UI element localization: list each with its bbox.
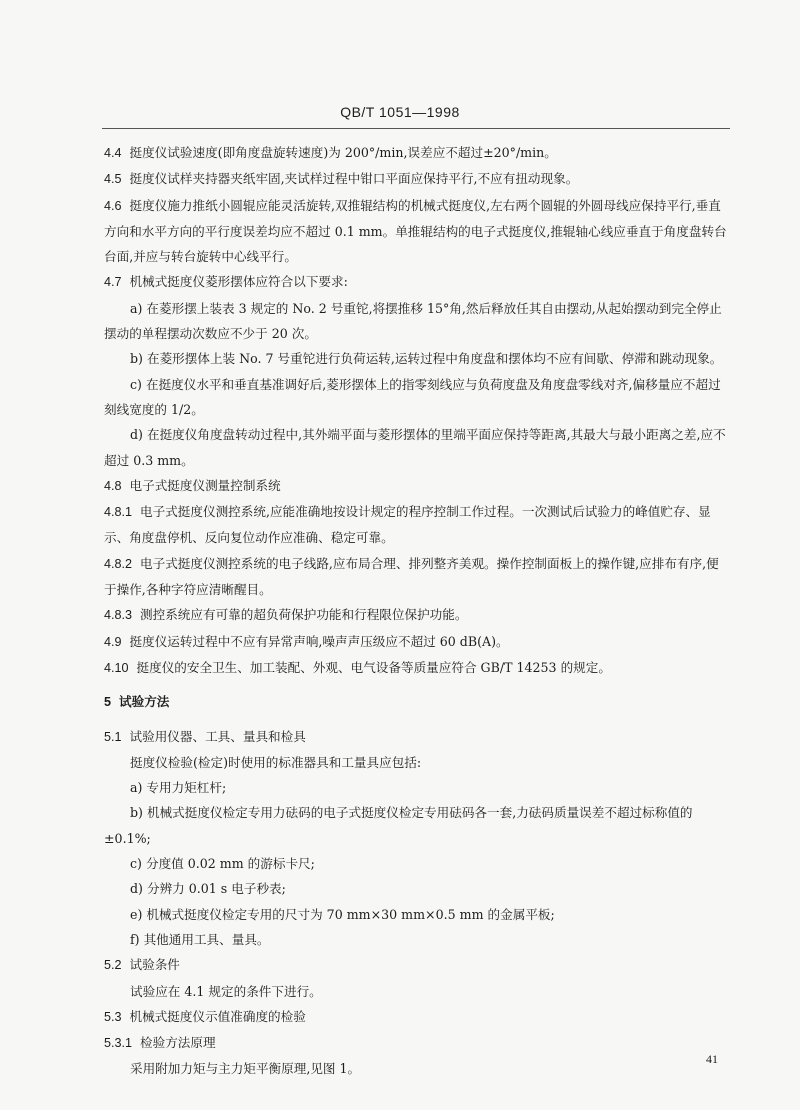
document-body	[104, 140, 730, 1082]
clause-text: 电子式挺度仪测量控制系统	[129, 477, 281, 493]
clause-4-7-b: b) 在菱形摆体上装 No. 7 号重铊进行负荷运转,运转过程中角度盘和摆体均不应有间歇、停滞和跳动现象。	[130, 351, 723, 367]
clause-text: 试验条件	[129, 957, 180, 973]
clause-5-1-a: a) 专用力矩杠杆;	[130, 780, 227, 796]
section-title: 试验方法	[119, 694, 170, 710]
clause-5-1-intro: 挺度仪检验(检定)时使用的标准器具和工量具应包括:	[130, 754, 422, 770]
clause-text: 检验方法原理	[140, 1035, 216, 1051]
clause-4-9	[104, 629, 730, 655]
clause-number: 4.7	[104, 275, 122, 290]
clause-4-7-c: c) 在挺度仪水平和垂直基准调好后,菱形摆体上的指零刻线应与负荷度盘及角度盘零线对齐,偏移量应不超过刻线宽度的 1/2。	[104, 376, 721, 417]
page-number: 41	[706, 1052, 718, 1066]
clause-4-4	[104, 140, 730, 166]
clause-text: 挺度仪的安全卫生、加工装配、外观、电气设备等质量应符合 GB/T 14253 的规定。	[136, 659, 611, 675]
clause-number: 4.6	[104, 198, 122, 213]
clause-4-8-2	[104, 551, 730, 603]
clause-4-8-3	[104, 602, 730, 628]
clause-number: 4.4	[104, 146, 122, 160]
clause-number: 5.3	[104, 1009, 122, 1024]
clause-5-3-1-text: 采用附加力矩与主力矩平衡原理,见图 1。	[130, 1061, 361, 1077]
clause-4-8-1	[104, 499, 730, 551]
clause-4-6	[104, 193, 730, 270]
clause-text: 试验用仪器、工具、量具和检具	[129, 728, 306, 744]
clause-number: 4.10	[104, 660, 129, 675]
clause-5-1-b: b) 机械式挺度仪检定专用力砝码的电子式挺度仪检定专用砝码各一套,力砝码质量误差不超过标称值的±0.1%;	[104, 805, 693, 846]
clause-number: 4.8.1	[104, 505, 133, 520]
clause-5-1	[104, 724, 730, 750]
clause-text: 挺度仪施力推纸小圆辊应能灵活旋转,双推辊结构的机械式挺度仪,左右两个圆辊的外圆母线应保持平行,垂直方向和水平方向的平行度误差均应不超过 0.1 mm。单推辊结构的电子式挺度仪,推辊轴心线应垂直于角度盘转台台面,并应与转台旋转中心线平行。	[104, 197, 727, 265]
header-rule	[102, 128, 730, 129]
clause-number: 5.3.1	[104, 1036, 133, 1051]
clause-number: 5.2	[104, 958, 122, 973]
clause-4-7-a: a) 在菱形摆上装表 3 规定的 No. 2 号重铊,将摆推移 15°角,然后释放任其自由摆动,从起始摆动到完全停止摆动的单程摆动次数应不少于 20 次。	[104, 300, 722, 342]
clause-4-10	[104, 655, 730, 681]
clause-5-2	[104, 952, 730, 978]
clause-text: 挺度仪试验速度(即角度盘旋转速度)为 200°/min,误差应不超过±20°/min。	[129, 145, 557, 160]
clause-number: 5.1	[104, 729, 122, 744]
clause-5-1-d: d) 分辨力 0.01 s 电子秒表;	[130, 881, 286, 897]
clause-number: 4.8	[104, 478, 122, 493]
clause-number: 4.9	[104, 634, 122, 649]
clause-4-8	[104, 473, 730, 499]
standard-number-header: QB/T 1051—1998	[340, 104, 460, 120]
clause-text: 挺度仪运转过程中不应有异常声响,噪声声压级应不超过 60 dB(A)。	[129, 633, 509, 649]
clause-4-7	[104, 269, 730, 295]
section-5-heading	[104, 689, 730, 715]
section-number: 5	[104, 695, 112, 710]
clause-4-7-d: d) 在挺度仪角度盘转动过程中,其外端平面与菱形摆体的里端平面应保持等距离,其最大与最小距离之差,应不超过 0.3 mm。	[104, 427, 726, 468]
clause-5-1-e: e) 机械式挺度仪检定专用的尺寸为 70 mm×30 mm×0.5 mm 的金属平板;	[130, 906, 555, 922]
clause-text: 电子式挺度仪测控系统的电子线路,应布局合理、排列整齐美观。操作控制面板上的操作键,应排布有序,便于操作,各种字符应清晰醒目。	[104, 555, 719, 598]
clause-text: 机械式挺度仪示值准确度的检验	[129, 1008, 306, 1024]
clause-number: 4.8.2	[104, 556, 133, 571]
clause-5-3	[104, 1004, 730, 1030]
clause-number: 4.8.3	[104, 608, 133, 623]
clause-text: 电子式挺度仪测控系统,应能准确地按设计规定的程序控制工作过程。一次测试后试验力的峰值贮存、显示、角度盘停机、反向复位动作应准确、稳定可靠。	[104, 504, 711, 546]
clause-5-1-f: f) 其他通用工具、量具。	[130, 931, 270, 947]
clause-5-2-text: 试验应在 4.1 规定的条件下进行。	[130, 983, 322, 999]
clause-text: 测控系统应有可靠的超负荷保护功能和行程限位保护功能。	[140, 607, 468, 623]
clause-text: 机械式挺度仪菱形摆体应符合以下要求:	[129, 274, 348, 290]
clause-5-1-c: c) 分度值 0.02 mm 的游标卡尺;	[130, 856, 315, 872]
clause-5-3-1	[104, 1030, 730, 1056]
clause-4-5	[104, 166, 730, 192]
clause-number: 4.5	[104, 172, 122, 187]
clause-text: 挺度仪试样夹持器夹纸牢固,夹试样过程中钳口平面应保持平行,不应有扭动现象。	[129, 171, 579, 187]
